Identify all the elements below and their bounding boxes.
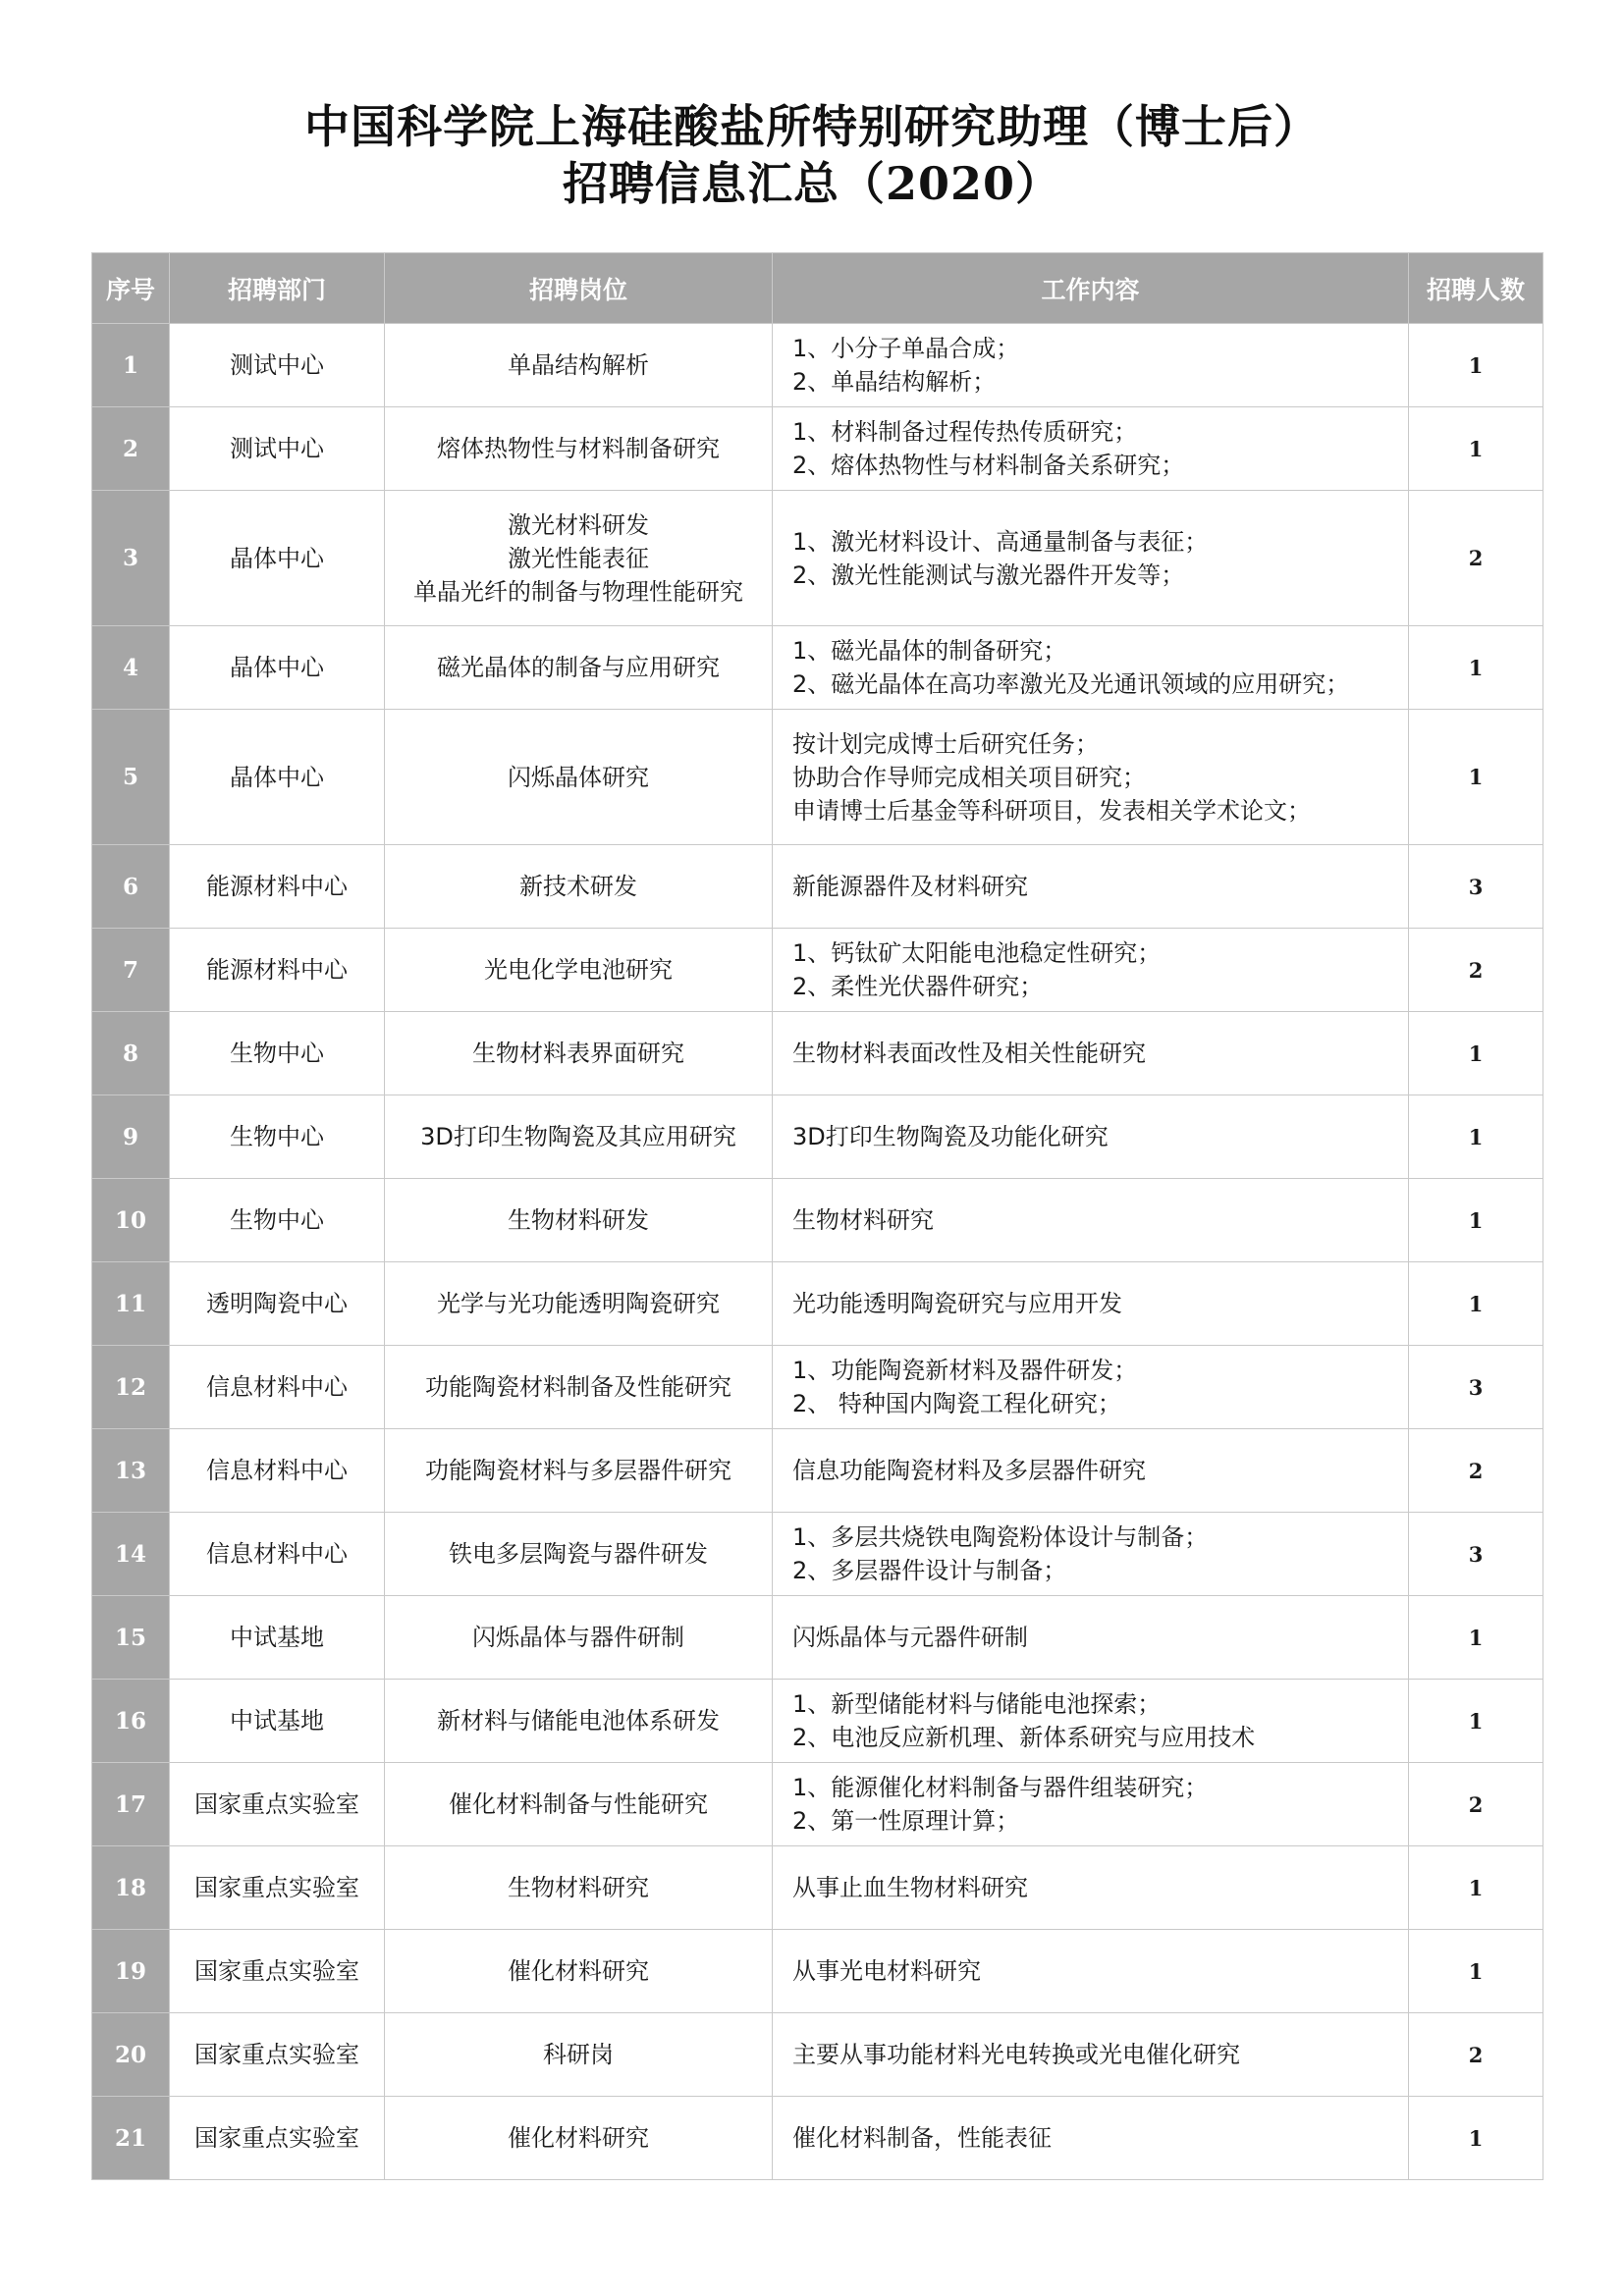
header-row xyxy=(92,253,1543,324)
position-cell xyxy=(385,845,773,929)
work-content-line: 2、第一性原理计算； xyxy=(792,1807,1020,1835)
row-number: 17 xyxy=(92,1763,170,1846)
work-content-cell xyxy=(773,1513,1409,1596)
table-row xyxy=(92,407,1543,491)
position-cell xyxy=(385,1012,773,1095)
headcount-cell: 1 xyxy=(1409,1012,1543,1095)
work-content-cell xyxy=(773,1012,1409,1095)
headcount-cell: 2 xyxy=(1409,2013,1543,2097)
headcount-cell: 2 xyxy=(1409,1763,1543,1846)
work-content-cell xyxy=(773,626,1409,710)
work-content-line: 2、激光性能测试与激光器件开发等； xyxy=(792,561,1185,589)
work-content-line: 按计划完成博士后研究任务； xyxy=(792,729,1099,758)
work-content-line: 信息功能陶瓷材料及多层器件研究 xyxy=(792,1457,1146,1484)
position-line: 生物材料研究 xyxy=(508,1874,649,1901)
headcount-cell: 1 xyxy=(1409,1262,1543,1346)
table-row xyxy=(92,2097,1543,2180)
headcount-cell: 2 xyxy=(1409,1429,1543,1513)
headcount-cell: 1 xyxy=(1409,324,1543,407)
work-content-line: 1、功能陶瓷新材料及器件研发； xyxy=(792,1357,1138,1384)
work-content-line: 2、 特种国内陶瓷工程化研究； xyxy=(792,1390,1121,1417)
position-line: 闪烁晶体研究 xyxy=(508,763,649,791)
position-line: 功能陶瓷材料与多层器件研究 xyxy=(425,1457,731,1484)
headcount-cell: 3 xyxy=(1409,1346,1543,1429)
department-cell: 国家重点实验室 xyxy=(170,2013,385,2097)
position-cell xyxy=(385,1930,773,2013)
row-number: 1 xyxy=(92,324,170,407)
table-row xyxy=(92,1262,1543,1346)
department-cell: 测试中心 xyxy=(170,407,385,491)
row-number: 14 xyxy=(92,1513,170,1596)
table-row xyxy=(92,1095,1543,1179)
department-cell: 国家重点实验室 xyxy=(170,2097,385,2180)
department-cell: 中试基地 xyxy=(170,1596,385,1680)
work-content-line: 1、新型储能材料与储能电池探索； xyxy=(792,1690,1162,1718)
department-cell: 信息材料中心 xyxy=(170,1346,385,1429)
department-cell: 信息材料中心 xyxy=(170,1429,385,1513)
work-content-cell xyxy=(773,845,1409,929)
headcount-cell: 1 xyxy=(1409,1930,1543,2013)
position-line: 新材料与储能电池体系研发 xyxy=(437,1707,720,1735)
position-cell xyxy=(385,1846,773,1930)
headcount-cell: 1 xyxy=(1409,1095,1543,1179)
work-content-line: 申请博士后基金等科研项目，发表相关学术论文； xyxy=(792,796,1311,825)
work-content-cell xyxy=(773,2097,1409,2180)
work-content-line: 协助合作导师完成相关项目研究； xyxy=(792,763,1146,791)
position-line: 3D打印生物陶瓷及其应用研究 xyxy=(420,1123,736,1150)
work-content-line: 1、激光材料设计、高通量制备与表征； xyxy=(792,527,1209,556)
department-cell: 晶体中心 xyxy=(170,710,385,845)
row-number: 13 xyxy=(92,1429,170,1513)
row-number: 4 xyxy=(92,626,170,710)
header-position: 招聘岗位 xyxy=(385,253,773,324)
department-cell: 生物中心 xyxy=(170,1179,385,1262)
table-row xyxy=(92,1513,1543,1596)
position-cell xyxy=(385,491,773,626)
work-content-line: 1、磁光晶体的制备研究； xyxy=(792,637,1067,665)
position-line: 铁电多层陶瓷与器件研发 xyxy=(449,1540,708,1568)
work-content-cell xyxy=(773,1346,1409,1429)
position-line: 催化材料研究 xyxy=(508,1957,649,1985)
position-line: 磁光晶体的制备与应用研究 xyxy=(437,654,720,681)
work-content-line: 从事光电材料研究 xyxy=(792,1957,981,1985)
row-number: 10 xyxy=(92,1179,170,1262)
headcount-cell: 3 xyxy=(1409,845,1543,929)
table-row xyxy=(92,1012,1543,1095)
work-content-line: 2、单晶结构解析； xyxy=(792,368,997,396)
table-row xyxy=(92,845,1543,929)
position-line: 催化材料制备与性能研究 xyxy=(449,1790,708,1818)
work-content-line: 2、熔体热物性与材料制备关系研究； xyxy=(792,452,1185,479)
department-cell: 能源材料中心 xyxy=(170,845,385,929)
work-content-line: 1、多层共烧铁电陶瓷粉体设计与制备； xyxy=(792,1523,1209,1551)
headcount-cell: 2 xyxy=(1409,491,1543,626)
position-cell xyxy=(385,1179,773,1262)
position-cell xyxy=(385,1763,773,1846)
position-cell xyxy=(385,1095,773,1179)
work-content-line: 2、磁光晶体在高功率激光及光通讯领域的应用研究； xyxy=(792,670,1350,698)
department-cell: 生物中心 xyxy=(170,1012,385,1095)
department-cell: 生物中心 xyxy=(170,1095,385,1179)
position-line: 科研岗 xyxy=(543,2041,614,2068)
work-content-line: 2、多层器件设计与制备； xyxy=(792,1557,1067,1584)
department-cell: 国家重点实验室 xyxy=(170,1930,385,2013)
table-row xyxy=(92,1346,1543,1429)
work-content-line: 1、能源催化材料制备与器件组装研究； xyxy=(792,1774,1209,1801)
table-row xyxy=(92,1763,1543,1846)
work-content-line: 闪烁晶体与元器件研制 xyxy=(792,1624,1028,1651)
position-cell xyxy=(385,2013,773,2097)
table-body xyxy=(92,324,1543,2180)
header-count: 招聘人数 xyxy=(1409,253,1543,324)
work-content-line: 从事止血生物材料研究 xyxy=(792,1874,1028,1901)
work-content-line: 生物材料研究 xyxy=(792,1206,934,1234)
position-cell xyxy=(385,1680,773,1763)
work-content-cell xyxy=(773,1680,1409,1763)
work-content-cell xyxy=(773,407,1409,491)
position-line: 生物材料研发 xyxy=(508,1206,649,1234)
work-content-line: 1、小分子单晶合成； xyxy=(792,335,1020,362)
position-cell xyxy=(385,1596,773,1680)
work-content-line: 1、钙钛矿太阳能电池稳定性研究； xyxy=(792,939,1162,967)
work-content-cell xyxy=(773,1429,1409,1513)
headcount-cell: 1 xyxy=(1409,1680,1543,1763)
work-content-cell xyxy=(773,1095,1409,1179)
work-content-line: 2、柔性光伏器件研究； xyxy=(792,973,1044,1000)
position-line: 新技术研发 xyxy=(519,873,637,900)
row-number: 12 xyxy=(92,1346,170,1429)
document-title xyxy=(0,98,1624,212)
work-content-line: 主要从事功能材料光电转换或光电催化研究 xyxy=(792,2041,1240,2068)
table-header xyxy=(92,253,1543,324)
work-content-line: 生物材料表面改性及相关性能研究 xyxy=(792,1040,1146,1067)
row-number: 9 xyxy=(92,1095,170,1179)
position-cell xyxy=(385,710,773,845)
headcount-cell: 2 xyxy=(1409,929,1543,1012)
position-cell xyxy=(385,1346,773,1429)
position-line: 光学与光功能透明陶瓷研究 xyxy=(437,1290,720,1317)
row-number: 5 xyxy=(92,710,170,845)
work-content-cell xyxy=(773,1846,1409,1930)
position-cell xyxy=(385,626,773,710)
position-line: 闪烁晶体与器件研制 xyxy=(472,1624,684,1651)
department-cell: 信息材料中心 xyxy=(170,1513,385,1596)
headcount-cell: 1 xyxy=(1409,407,1543,491)
position-cell xyxy=(385,1262,773,1346)
work-content-cell xyxy=(773,1930,1409,2013)
position-line: 功能陶瓷材料制备及性能研究 xyxy=(425,1373,731,1401)
position-cell xyxy=(385,1429,773,1513)
department-cell: 透明陶瓷中心 xyxy=(170,1262,385,1346)
table-row xyxy=(92,1179,1543,1262)
row-number: 7 xyxy=(92,929,170,1012)
position-cell xyxy=(385,324,773,407)
position-line: 熔体热物性与材料制备研究 xyxy=(437,435,720,462)
position-line: 催化材料研究 xyxy=(508,2124,649,2152)
table-row xyxy=(92,2013,1543,2097)
headcount-cell: 1 xyxy=(1409,1596,1543,1680)
department-cell: 国家重点实验室 xyxy=(170,1763,385,1846)
department-cell: 能源材料中心 xyxy=(170,929,385,1012)
title-line-1: 中国科学院上海硅酸盐所特别研究助理（博士后） xyxy=(304,100,1320,153)
recruitment-table xyxy=(91,252,1543,2180)
table-row xyxy=(92,324,1543,407)
department-cell: 中试基地 xyxy=(170,1680,385,1763)
table-row xyxy=(92,1429,1543,1513)
work-content-line: 光功能透明陶瓷研究与应用开发 xyxy=(792,1290,1122,1317)
work-content-cell xyxy=(773,1763,1409,1846)
header-no: 序号 xyxy=(92,253,170,324)
table-row xyxy=(92,929,1543,1012)
work-content-cell xyxy=(773,710,1409,845)
row-number: 3 xyxy=(92,491,170,626)
work-content-cell xyxy=(773,1262,1409,1346)
headcount-cell: 1 xyxy=(1409,626,1543,710)
work-content-cell xyxy=(773,1179,1409,1262)
work-content-line: 1、材料制备过程传热传质研究； xyxy=(792,418,1138,446)
work-content-cell xyxy=(773,491,1409,626)
position-cell xyxy=(385,407,773,491)
work-content-cell xyxy=(773,2013,1409,2097)
header-dept: 招聘部门 xyxy=(170,253,385,324)
row-number: 8 xyxy=(92,1012,170,1095)
table-row xyxy=(92,710,1543,845)
work-content-cell xyxy=(773,324,1409,407)
table-row xyxy=(92,1846,1543,1930)
row-number: 6 xyxy=(92,845,170,929)
position-cell xyxy=(385,1513,773,1596)
row-number: 20 xyxy=(92,2013,170,2097)
title-line-2: 招聘信息汇总（2020） xyxy=(562,157,1062,210)
position-line: 激光材料研发 xyxy=(508,510,649,539)
position-cell xyxy=(385,929,773,1012)
headcount-cell: 1 xyxy=(1409,1179,1543,1262)
row-number: 16 xyxy=(92,1680,170,1763)
table-row xyxy=(92,1596,1543,1680)
row-number: 11 xyxy=(92,1262,170,1346)
position-line: 光电化学电池研究 xyxy=(484,956,673,984)
headcount-cell: 1 xyxy=(1409,1846,1543,1930)
work-content-line: 2、电池反应新机理、新体系研究与应用技术 xyxy=(792,1724,1256,1751)
table-row xyxy=(92,491,1543,626)
row-number: 18 xyxy=(92,1846,170,1930)
table-row xyxy=(92,1680,1543,1763)
position-cell xyxy=(385,2097,773,2180)
header-work: 工作内容 xyxy=(773,253,1409,324)
work-content-cell xyxy=(773,1596,1409,1680)
work-content-line: 新能源器件及材料研究 xyxy=(792,873,1028,900)
position-line: 生物材料表界面研究 xyxy=(472,1040,684,1067)
table-row xyxy=(92,626,1543,710)
position-line: 激光性能表征 xyxy=(508,544,649,572)
headcount-cell: 1 xyxy=(1409,710,1543,845)
work-content-cell xyxy=(773,929,1409,1012)
row-number: 2 xyxy=(92,407,170,491)
department-cell: 国家重点实验室 xyxy=(170,1846,385,1930)
headcount-cell: 3 xyxy=(1409,1513,1543,1596)
row-number: 15 xyxy=(92,1596,170,1680)
position-line: 单晶光纤的制备与物理性能研究 xyxy=(413,577,743,606)
table-row xyxy=(92,1930,1543,2013)
department-cell: 晶体中心 xyxy=(170,491,385,626)
work-content-line: 催化材料制备，性能表征 xyxy=(792,2124,1052,2152)
row-number: 21 xyxy=(92,2097,170,2180)
headcount-cell: 1 xyxy=(1409,2097,1543,2180)
work-content-line: 3D打印生物陶瓷及功能化研究 xyxy=(792,1123,1109,1150)
department-cell: 测试中心 xyxy=(170,324,385,407)
position-line: 单晶结构解析 xyxy=(508,351,649,379)
department-cell: 晶体中心 xyxy=(170,626,385,710)
row-number: 19 xyxy=(92,1930,170,2013)
